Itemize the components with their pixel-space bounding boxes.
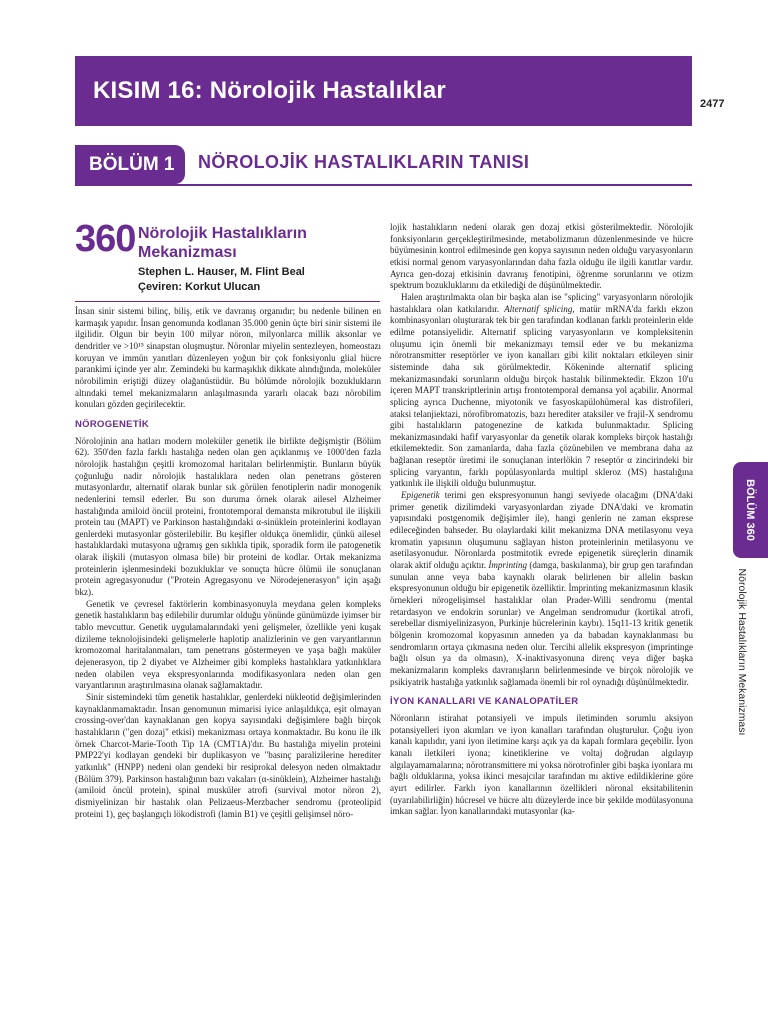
emphasis-term: Epigenetik (401, 490, 440, 501)
body-paragraph: Nöronların istirahat potansiyeli ve impuls iletiminden sorumlu aksiyon potansiyelleri iyon akımları ve iyon kanalları tarafından oluşturulur. Çoğu iyon kanalı kapılıdır, yani iyon iletimine karşı açık ya da kapalı formlara geçebilir. İyon kanalı iletkileri iyona; kinetiklerine ve voltaj doğrudan algılayıp algılayamamalarına; nörotransmittere mi yoksa nörotrofinler gibi başka iyonlara mı bağlı olduklarına, yoksa ikinci mesajcılar tarafından mı aktive edildiklerine göre ayırt edilirler. Farklı iyon kanallarının özellikleri nöronal eksitabilitenin (uyarılabilirliğin) hücresel ve hücre altı düzeylerde ince bir şekilde modülasyonuna imkan sağlar. İyon kanallarındaki mutasyonlar (ka- (390, 712, 693, 817)
article-title: Nörolojik Hastalıkların Mekanizması (138, 225, 307, 261)
chapter-side-tab (733, 462, 768, 558)
body-paragraph: lojik hastalıkların nedeni olarak gen dozaj etkisi gösterilmektedir. Nörolojik fonksiyonların gerçekleştirilmesinde, metabolizmanın düzenlenmesinde ve hücre büyümesinin kontrol edilmesinde gen kopya sayısının neden olduğu varyasyonların etkisi normal genom varyasyonlarından daha fazla olduğu ile ilgili kanıtlar vardır. Ayrıca gen-dozaj etkisinin davranış fenotipini, öğrenme sorunlarını ve otizm spektrum bozukluklarını da etkilediği de düşünülmektedir. (390, 222, 693, 291)
intro-paragraph: İnsan sinir sistemi bilinç, biliş, etik ve davranış organıdır; bu nedenle bilinen en karmaşık yapıdır. İnsan genomunda kodlanan 35.000 genin üçte biri sinir sistemi ile ilgilidir. Olgun bir beyin 100 milyar nöron, milyonlarca millik aksonlar ve dendritler ve >10¹⁵ sinapstan oluşmuştur. Nöronlar miyelin sentezleyen, homeostazı koruyan ve immün yanıtları düzenleyen yoğun bir çok fonksiyonlu glial hücre parankimi içinde yer alır. Zemindeki bu karmaşıklık dikkate alındığında, moleküler nörobilimin eriştiği düzey olağanüstüdür. Bu bölümde nörolojik bozuklukların altındaki temel mekanizmaların anlaşılmasında yararlı olacak bazı nörobilim konuları gözden geçirilecektir. (75, 306, 381, 410)
side-tab-label: BÖLÜM 360 (744, 479, 756, 541)
text-run: terimi gen ekspresyonunun hangi seviyede olacağını (DNA'daki primer genetik dizilimdeki varyasyonlardan ziyade DNA'daki ve kromatin yapısındaki postgenomik değişimler ile), hangi genlerin ne zaman eksprese edileceğinden bahseder. Bu olaylardaki kilit mekanizma DNA metilasyonu veya kromatin yapısının oluşumunu sağlayan histon proteinlerinin metilasyonu ve asetilasyonudur. Nöronlarda postmitotik evrede epigenetik süreçlerin dinamik olarak aktif olduğu açıktır. (390, 490, 693, 571)
chapter-header (75, 145, 692, 186)
part-header-bar (75, 56, 692, 126)
body-paragraph (390, 292, 693, 490)
body-paragraph: Nörolojinin ana hatları modern moleküler genetik ile birlikte değişmiştir (Bölüm 62). 350'den fazla farklı hastalığa neden olan gen açıklanmış ve 1000'den fazla nörolojik hastalığın çeşitli kromozomal haritaları belirlenmiştir. Bunların büyük çoğunluğu nadir nörolojik hastalıklara neden olan penetrans gösteren mutasyonlardır, alternatif olarak bunlar sık görülen fenotiplerin nadir monogenik nedenlerini temsil ederler. Bu son duruma örnek olarak ailesel Alzheimer hastalığında amiloid öncül proteini, frontotemporal demansta mikrotubul ile ilişkili protein tau (MAPT) ve Parkinson hastalığındaki α-sinüklein proteinlerini kodlayan genlerdeki mutasyonlar gösterilebilir. Bu keşifler oldukça önemlidir, çünkü ailesel hastalıklardaki mutasyona uğramış gen sıklıkla tipik, sporadik form ile patogenetik olarak ilişkili (mutasyon olmasa bile) bir proteini de kodlar. Ortak mekanizma proteinlerin işlenmesindeki bozukluklar ve sonuçta hücre ölümü ile sonuçlanan protein agregasyonudur ("Protein Agregasyonu ve Nörodejenerasyon" için aşağı bkz). (75, 435, 381, 598)
emphasis-term: İmprinting (488, 560, 528, 571)
section-title-ion-channels: İYON KANALLARI VE KANALOPATİLER (390, 696, 579, 708)
emphasis-term: Alternatif splicing, (504, 303, 575, 314)
running-title: Nörolojik Hastalıkların Mekanizması (736, 568, 748, 736)
chapter-tab (75, 145, 185, 184)
article-credits (138, 265, 305, 295)
text-run: (damga, baskılanma), bir grup gen tarafından sunulan anne veya baba kaynaklı olarak belirlenen bir allelin baskın ekspresyonunun olduğu bir epigenetik özelliktir. İmprinting mekanizmasının klasik örnekleri nörogelişimsel hastalıklar olan Prader-Willi sendromu (mental retardasyon ve endokrin sorunlar) ve Angelman sendromudur (kortikal atrofi, serebellar dismiyelinizasyon, Purkinje hücrelerinin kaybı). 15q11-13 kritik genetik bölgenin kromozomal kopyasının anneden ya da babadan kaynaklanması bu sendromların ortaya çıkmasına neden olur. Tercihi allelik ekspresyon (imprintinge bağlı olsun ya da olmasın), X-inaktivasyonuna direnç veya diğer başka mekanizmaların kompleks davranışların belirlenmesinde ve birçok nörolojik ve psikiyatrik hastalığa yatkınlık sağlamada önemli bir rol oynadığı düşünülmektedir. (390, 560, 693, 687)
section-title-neurogenetics: NÖROGENETİK (75, 418, 150, 430)
article-translator: Çeviren: Korkut Ulucan (138, 281, 261, 293)
left-column (75, 306, 381, 820)
body-paragraph (390, 490, 693, 688)
part-title: KISIM 16: Nörolojik Hastalıklar (93, 77, 446, 104)
text-run: Halen araştırılmakta olan bir başka alan ise "splicing" varyasyonların nörolojik hastalıklara olan katkılarıdır. (390, 291, 693, 314)
chapter-label: BÖLÜM 1 (89, 153, 175, 175)
article-number: 360 (75, 218, 136, 260)
article-authors: Stephen L. Hauser, M. Flint Beal (138, 266, 305, 278)
body-paragraph: Genetik ve çevresel faktörlerin kombinasyonuyla meydana gelen kompleks genetik hastalıkların baş edilebilir durumlar olduğu yönünde günümüzde iyimser bir tablo mevcuttur. Genetik uygulamalarındaki yeni gelişmeler, özellikle yeni kuşak dizileme teknolojisindeki gelişmelerle haplotip analizlerinin ve gen varyantlarının kromozomal haritalanmaları, tam penetrans göstermeyen ve yaşa bağlı maküler dejenerasyon, tip 2 diyabet ve Alzheimer gibi kompleks hastalıklara yatkınlıklara neden olabilen veya ekspresyonlarında modifikasyonlara neden olan gen varyantlarının araştırılmasına olanak sağlamaktadır. (75, 598, 381, 691)
body-paragraph: Sinir sistemindeki tüm genetik hastalıklar, genlerdeki nükleotid değişimlerinden kaynaklanmamaktadır. İnsan genomunun mimarisi iyice anlaşıldıkça, eşit olmayan crossing-over'dan kaynaklanan gen kopya sayısındaki değişimlere bağlı birçok hastalıkların ("gen dozaj" etkisi) mekanizması ortaya konmaktadır. Bu konu ile ilk örnek Charcot-Marie-Tooth Tip 1A (CMT1A)'dır. Bu hastalığa miyelin proteini PMP22'yi kodlayan gendeki bir duplikasyon ve "basınç paralizilerine herediter yatkınlık" (HNPP) nedeni olan gendeki bir resiprokal delesyon neden olmaktadır (Bölüm 379). Parkinson hastalığının bazı vakaları (α-sinüklein), Alzheimer hastalığı (amiloid öncül protein), spinal musküler atrofi (survival motor nöron 2), dismiyelinizan bir hastalık olan Pelizaeus-Merzbacher sendromu (proteolipid proteini 1), geç başlangıçlı lökodistrofi (lamin B1) ve çeşitli gelişimsel nöro- (75, 692, 381, 819)
right-column (390, 222, 693, 818)
page-number: 2477 (700, 98, 725, 110)
article-heading (75, 218, 380, 297)
chapter-title: NÖROLOJİK HASTALIKLARIN TANISI (198, 152, 530, 172)
heading-rule (75, 301, 380, 302)
text-run: matür mRNA'da farklı ekzon kombinasyonları oluşturarak tek bir gen tarafından kodlanan farklı proteinlerin elde edilme potansiyelidir. Alternatif splicing varyasyonların ve kompleksitenin oluşumu için önemli bir mekanizmayı temsil eder ve bu mekanizma nörotransmitter reseptörler ve iyon kanalları gibi kilit noktaları etkileyen sinir sisteminde daha sık görülmektedir. Kökeninde alternatif splicing mekanizmasındaki sorunların olduğu birçok hastalık bilinmektedir. Ekzon 10'u içeren MAPT transkriptlerinin artışı frontotemporal demansa yol açabilir. Anormal splicing ayrıca Duchenne, miyotonik ve fasyoskapülohümeral kas distrofileri, ataksi telanjiektazi, nörofibromatozis, bazı herediter ataksiler ve frajil-X sendromu gibi hastalıkların patogenezine de katkıda bulunmaktadır. Splicing mekanizmasındaki hafif varyasyonlar da genetik olarak kompleks birçok hastalığı etkilemektedir. Son zamanlarda, daha fazla çözünebilen ve membrana daha az bağlanan reseptör üretimi ile sonuçlanan interlökin 7 reseptör α zincirindeki bir splicing varyantın, farklı popülasyonlarda multipl skleroz (MS) hastalığına yatkınlık ile ilişkili olduğu bulunmuştur. (390, 303, 693, 489)
